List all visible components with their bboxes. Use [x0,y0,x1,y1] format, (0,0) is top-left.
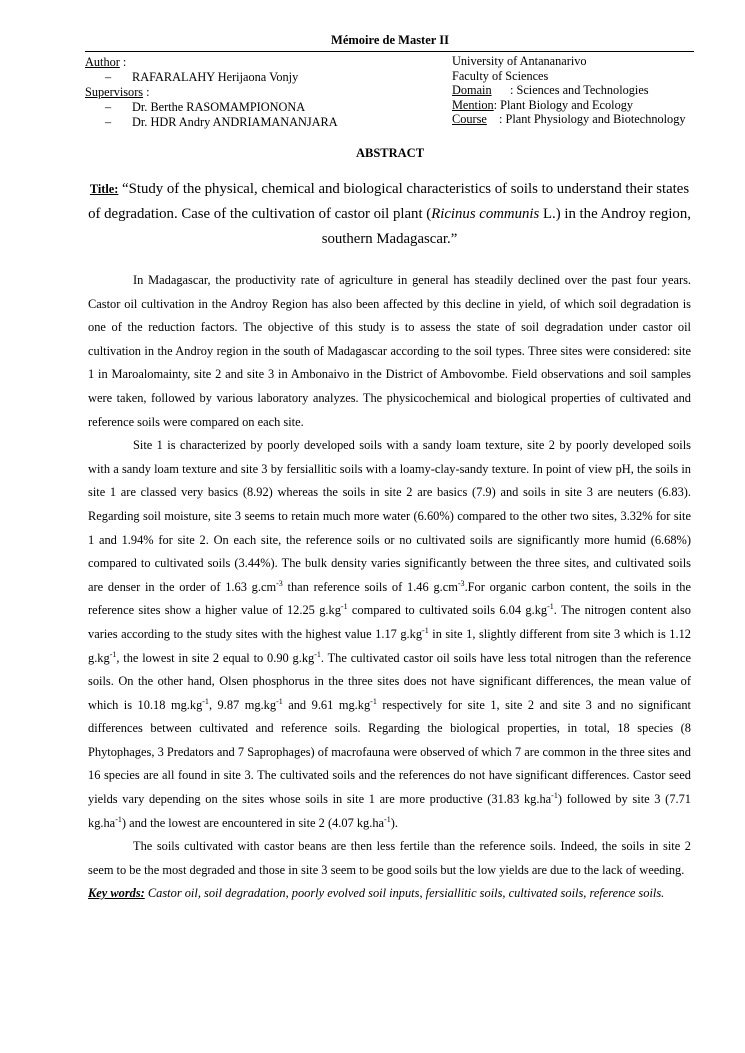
text-run: ). [390,815,398,830]
superscript: -1 [340,602,348,612]
keywords-label: Key words: [88,886,145,901]
author-label: Author [85,55,120,69]
superscript: -1 [547,602,554,612]
supervisors-label-suffix: : [143,85,150,99]
dash: – [105,70,112,84]
title-label: Title: [89,182,119,196]
institution-block [452,54,686,127]
author-name: RAFARALAHY Herijaona Vonjy [132,70,299,84]
text-run: and 9.61 mg.kg [282,697,371,712]
text-run: in site 1, slightly different from site 3 which is 1.12 g.kg [88,626,691,665]
text-run: , the lowest in site 2 equal to 0.90 g.kg [116,650,315,665]
domain-value: : Sciences and Technologies [510,83,649,97]
title-text-end: L.) in the Androy region, southern Madagascar.” [321,206,691,247]
dash: – [105,100,112,114]
course-value: : Plant Physiology and Biotechnology [499,112,686,126]
text-run: than reference soils of 1.46 g.cm [282,579,458,594]
text-run: . The cultivated castor oil soils have less total nitrogen than the reference soils. On the other hand, Olsen phosphorus in the three sites does not have significant differences, the mean value of which is 10.18 mg.kg [88,650,691,712]
abstract-heading: ABSTRACT [355,146,425,160]
text-run: ) followed by site 3 (7.71 kg.ha [88,792,691,830]
text-run: . The nitrogen content also varies according to the study sites with the highest value 1.17 g.kg [88,603,692,641]
supervisor-name: Dr. HDR Andry ANDRIAMANANJARA [132,115,338,129]
superscript: -1 [115,814,122,824]
supervisor-name: Dr. Berthe RASOMAMPIONONA [132,100,306,114]
superscript: -3 [457,578,465,588]
header-title: Mémoire de Master II [331,33,449,47]
superscript: -1 [109,649,117,659]
supervisors-label: Supervisors [85,85,144,99]
superscript: -1 [314,649,321,659]
title-text: “Study of the physical, chemical and biological characteristics of soils to understand their states of degradation. Case of the cultivation of castor oil plant ( [88,181,690,222]
faculty-name: Faculty of Sciences [452,68,549,83]
domain-row [452,83,686,98]
superscript: -3 [276,578,283,588]
course-row [452,112,686,127]
supervisors-row [85,85,338,100]
title-species: Ricinus communis [431,206,540,222]
abstract-paragraph: The soils cultivated with castor beans are then less fertile than the reference soils. Indeed, the soils in site 2 seem to be the most degraded and those in site 3 seem to be good soils but the low yields are due to the lack of weeding. [88,839,691,877]
abstract-paragraph [88,434,691,835]
author-label-suffix: : [119,55,127,69]
text-run: Site 1 is characterized by poorly developed soils with a sandy loam texture, site 2 by poorly developed soils with a sandy loam texture and site 3 by fersiallitic soils with a loamy-clay-sandy texture. In point of view pH, the soils in site 1 are classed very basics (8.92) whereas the soils in site 2 are basics (7.9) and soils in site 3 are neuters (6.83). Regarding soil moisture, site 3 seems to retain much more water (6.60%) compared to the other two sites, 3.32% for site 1 and 1.94% for site 2. On each site, the reference soils or no cultivated soils are significantly more humid (6.68%) compared to cultivated soils (3.44%). The bulk density varies significantly between the three sites, and cultivated soils are denser in the order of 1.63 g.cm [88,438,691,594]
mention-value: : Plant Biology and Ecology [493,97,634,112]
author-row [85,55,338,70]
text-run: compared to cultivated soils 6.04 g.kg [347,603,548,618]
superscript: -1 [202,696,209,706]
course-label: Course [452,112,487,126]
text-run: respectively for site 1, site 2 and site 3 and no significant differences between cultivated and reference soils. Regarding the biological properties, in total, 18 species (8 Phytophages, 3 Predators and 7 Saprophages) of macrofauna were observed of which 7 are common in the three sites and 16 species are all found in site 3. The cultivated soils and the references do not have significant differences. Castor seed yields vary depending on the sites whose soils in site 1 are more productive (31.83 kg.ha [88,697,691,807]
abstract-paragraph: In Madagascar, the productivity rate of agriculture in general has steadily declined over the past four years. Castor oil cultivation in the Androy Region has also been affected by this decline in yield, of which soil degradation is one of the reduction factors. The objective of this study is to assess the state of soil degradation under castor oil cultivation in the Androy region in the south of Madagascar according to the soil types. Three sites were considered: site 1 in Maroalomainty, site 2 and site 3 in Ambonaivo in the District of Ambovombe. Field observations and soil samples were taken, followed by various laboratory analyzes. The physicochemical and biological properties of cultivated and reference soils were compared on each site. [88,273,691,429]
dash: – [105,115,112,129]
text-run: , 9.87 mg.kg [208,697,277,712]
author-item [85,70,338,85]
text-run: .For organic carbon content, the soils in the reference sites show a higher value of 12.25 g.kg [88,579,692,618]
thesis-title [85,177,694,252]
mention-row [452,98,686,113]
supervisor-item [85,115,338,130]
keywords [88,882,691,906]
superscript: -1 [551,791,558,801]
text-run: ) and the lowest are encountered in site 2 (4.07 kg.ha [121,815,385,830]
abstract-body [88,269,691,906]
university-name: University of Antananarivo [452,54,587,68]
superscript: -1 [384,814,391,824]
domain-label: Domain [452,83,492,97]
header-rule [85,51,694,52]
author-block [85,55,338,130]
supervisor-item [85,100,338,115]
superscript: -1 [276,696,283,706]
keywords-text: Castor oil, soil degradation, poorly evolved soil inputs, fersiallitic soils, cultivated soils, reference soils. [144,886,665,901]
superscript: -1 [370,696,377,706]
superscript: -1 [422,625,429,635]
mention-label: Mention [452,97,494,112]
